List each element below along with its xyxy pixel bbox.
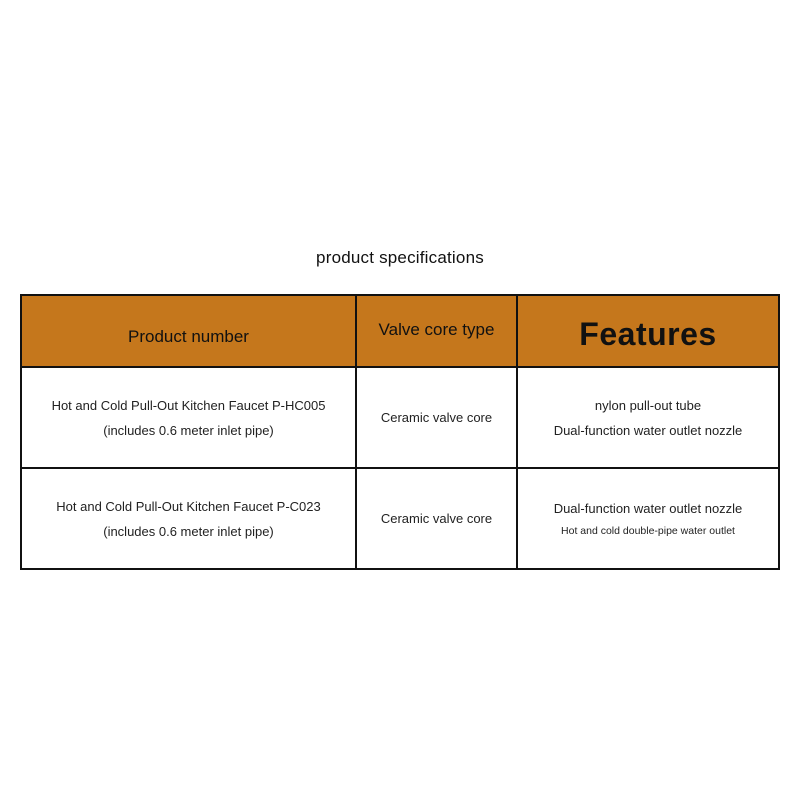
product-note: (includes 0.6 meter inlet pipe) [103,523,274,539]
header-features: Features [517,295,779,367]
cell-features [517,468,779,569]
product-note: (includes 0.6 meter inlet pipe) [103,422,274,438]
valve-type: Ceramic valve core [380,511,493,526]
table-header-row [21,295,779,367]
valve-type: Ceramic valve core [380,410,493,425]
feature-item: Dual-function water outlet nozzle [553,422,743,438]
product-name: Hot and Cold Pull-Out Kitchen Faucet P-C023 [56,498,321,514]
spec-table [20,294,780,570]
feature-item: Hot and cold double-pipe water outlet [561,525,735,537]
cell-product [21,367,356,468]
table-row [21,468,779,569]
cell-product [21,468,356,569]
cell-valve [356,468,517,569]
feature-item: nylon pull-out tube [594,397,702,413]
feature-item: Dual-function water outlet nozzle [553,501,743,516]
page-title: product specifications [316,248,484,267]
table-row [21,367,779,468]
header-product-number: Product number [21,295,356,367]
header-valve-core-type: Valve core type [356,295,517,367]
cell-features [517,367,779,468]
cell-valve [356,367,517,468]
product-name: Hot and Cold Pull-Out Kitchen Faucet P-HC005 [51,397,326,413]
